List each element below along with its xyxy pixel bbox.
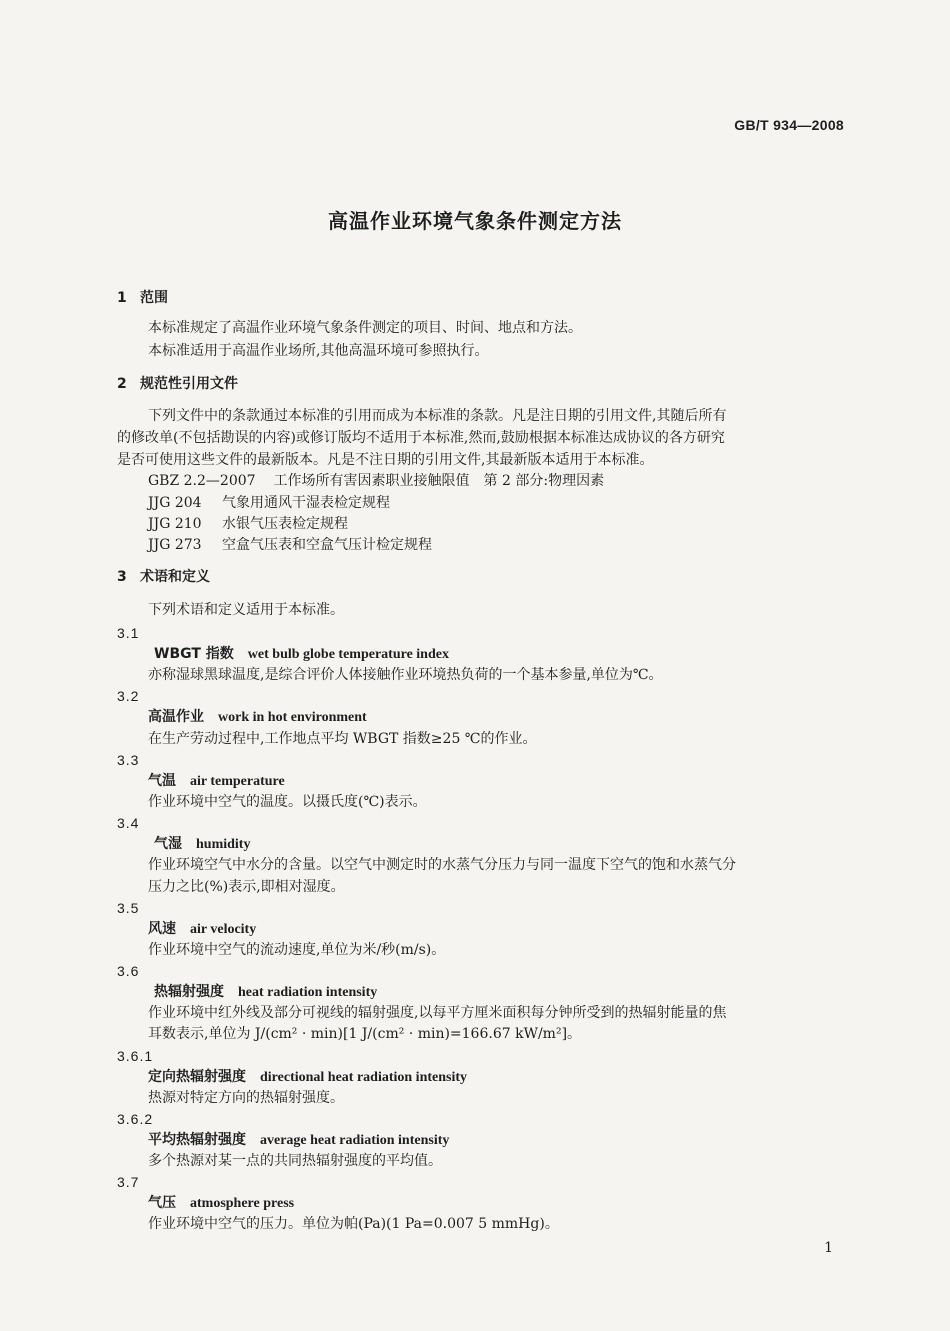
page-number: 1 (824, 1240, 833, 1256)
section-heading-1: 1 范围 (117, 290, 168, 306)
term-heading: 热辐射强度 heat radiation intensity (154, 984, 378, 1000)
clause-number: 3.6.1 (117, 1048, 154, 1064)
term-definition-continued: 压力之比(%)表示,即相对湿度。 (148, 879, 345, 895)
term-definition: 作业环境中空气的流动速度,单位为米/秒(m/s)。 (148, 942, 446, 958)
clause-number: 3.3 (117, 752, 140, 768)
clause-number: 3.7 (117, 1174, 140, 1190)
clause-number: 3.1 (117, 625, 140, 641)
term-definition: 作业环境中红外线及部分可视线的辐射强度,以每平方厘米面积每分钟所受到的热辐射能量的焦 (148, 1005, 727, 1021)
term-heading: 定向热辐射强度 directional heat radiation intensity (148, 1069, 468, 1085)
section-heading-2: 2 规范性引用文件 (117, 376, 238, 392)
standard-code: GB/T 934—2008 (734, 117, 844, 133)
term-definition: 作业环境中空气的温度。以摄氏度(℃)表示。 (148, 794, 427, 810)
page-title: 高温作业环境气象条件测定方法 (328, 209, 622, 233)
term-definition: 热源对特定方向的热辐射强度。 (148, 1090, 344, 1106)
term-heading: WBGT 指数 wet bulb globe temperature index (154, 646, 449, 662)
paragraph-continued: 是否可使用这些文件的最新版本。凡是不注日期的引用文件,其最新版本适用于本标准。 (117, 452, 654, 468)
term-heading: 气压 atmosphere press (148, 1195, 295, 1211)
reference-item: GBZ 2.2—2007 工作场所有害因素职业接触限值 第 2 部分:物理因素 (148, 473, 605, 489)
clause-number: 3.4 (117, 815, 140, 831)
term-definition: 多个热源对某一点的共同热辐射强度的平均值。 (148, 1153, 442, 1169)
term-heading: 气湿 humidity (154, 836, 251, 852)
reference-item: JJG 204 气象用通风干湿表检定规程 (148, 495, 390, 511)
section-heading-3: 3 术语和定义 (117, 569, 210, 585)
paragraph-continued: 的修改单(不包括勘误的内容)或修订版均不适用于本标准,然而,鼓励根据本标准达成协议的各方研究 (117, 430, 725, 446)
reference-item: JJG 273 空盒气压表和空盒气压计检定规程 (148, 537, 432, 553)
term-definition-continued: 耳数表示,单位为 J/(cm² · min)[1 J/(cm² · min)=166.67 kW/m²]。 (148, 1026, 582, 1042)
clause-number: 3.2 (117, 688, 140, 704)
paragraph: 下列文件中的条款通过本标准的引用而成为本标准的条款。凡是注日期的引用文件,其随后所有 (148, 408, 727, 424)
term-heading: 风速 air velocity (148, 921, 257, 937)
reference-item: JJG 210 水银气压表检定规程 (148, 516, 348, 532)
term-definition: 作业环境空气中水分的含量。以空气中测定时的水蒸气分压力与同一温度下空气的饱和水蒸气分 (148, 857, 736, 873)
term-definition: 亦称湿球黑球温度,是综合评价人体接触作业环境热负荷的一个基本参量,单位为℃。 (148, 667, 663, 683)
term-definition: 在生产劳动过程中,工作地点平均 WBGT 指数≥25 ℃的作业。 (148, 731, 537, 747)
clause-number: 3.5 (117, 900, 140, 916)
term-heading: 平均热辐射强度 average heat radiation intensity (148, 1132, 450, 1148)
term-heading: 高温作业 work in hot environment (148, 709, 367, 725)
term-definition: 作业环境中空气的压力。单位为帕(Pa)(1 Pa=0.007 5 mmHg)。 (148, 1216, 559, 1232)
clause-number: 3.6 (117, 963, 140, 979)
paragraph: 本标准适用于高温作业场所,其他高温环境可参照执行。 (148, 343, 489, 359)
clause-number: 3.6.2 (117, 1111, 154, 1127)
paragraph: 下列术语和定义适用于本标准。 (148, 602, 344, 618)
paragraph: 本标准规定了高温作业环境气象条件测定的项目、时间、地点和方法。 (148, 320, 582, 336)
term-heading: 气温 air temperature (148, 773, 285, 789)
